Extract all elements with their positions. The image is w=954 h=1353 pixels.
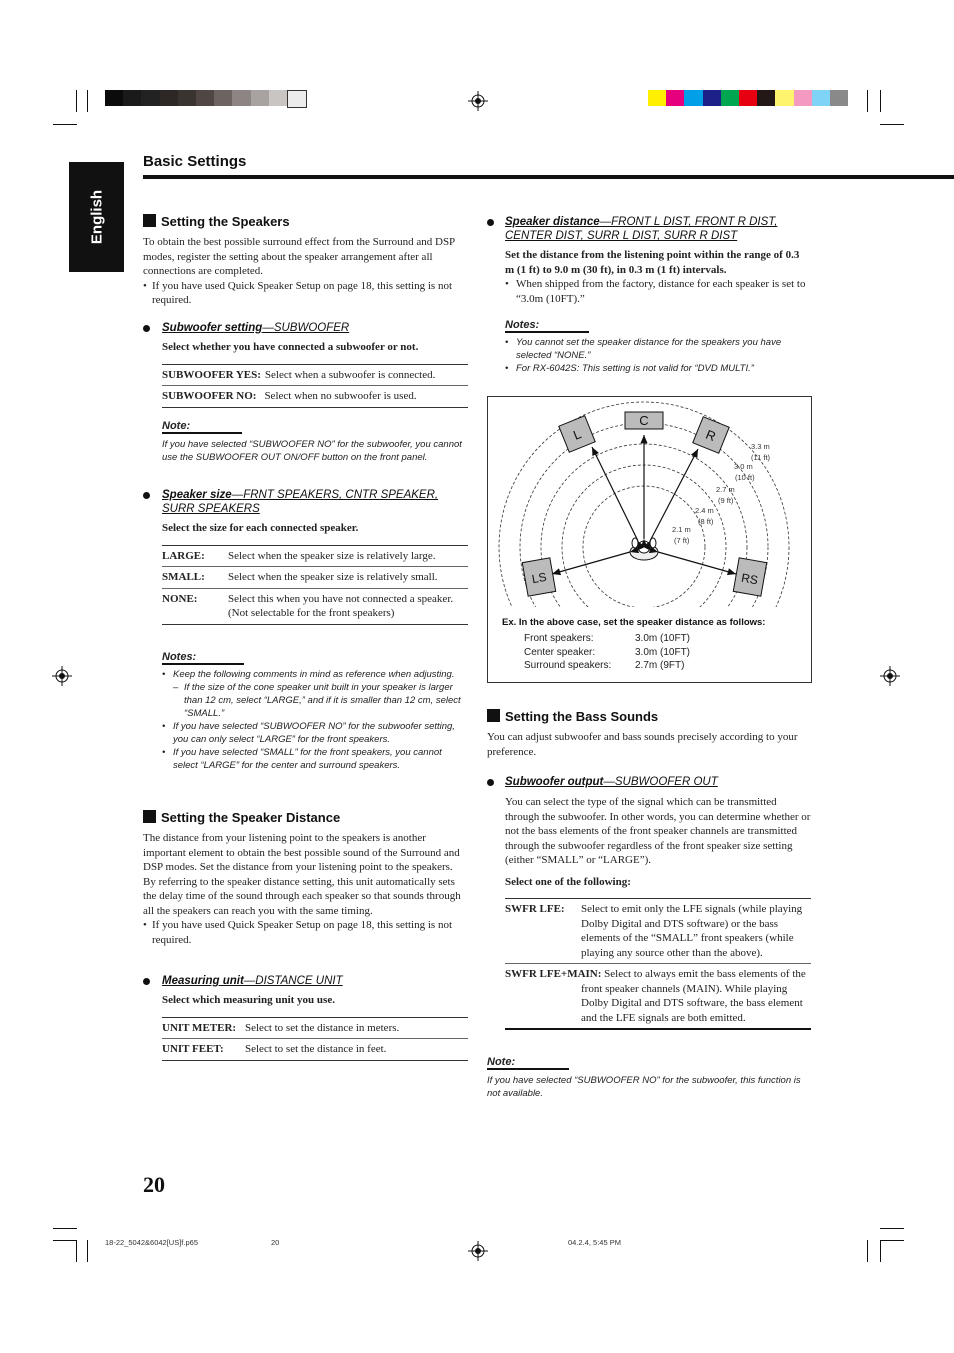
footer-file-page: 20 [271,1238,280,1247]
subwoofer-output [505,775,811,1030]
gray-swatch [251,90,269,106]
gray-swatch [141,90,159,106]
bullet-icon [143,492,150,499]
subwoofer-output-note [487,1052,811,1100]
color-swatch [684,90,702,106]
ring-label: 2.1 m [672,525,691,534]
ring-label: 3.3 m [751,442,770,451]
color-swatch [794,90,812,106]
speaker-label-l: L [571,426,584,443]
crop-mark [880,1240,881,1262]
language-tab [69,162,124,272]
gray-swatch [105,90,123,106]
bullet-icon [143,978,150,985]
crop-mark [867,90,868,112]
speaker-distance-bullet: • When shipped from the factory, distance for each speaker is set to “3.0m (10FT).” [505,278,806,305]
subwoofer-output-table [505,898,811,1030]
gray-swatch [269,90,287,106]
section-marker-icon [487,709,500,722]
color-swatch [739,90,757,106]
crop-mark [87,1240,88,1262]
table-row: SWFR LFE+MAIN: Select to always emit the bass elements of the front speaker channels (MAIN). While playing Dolby Digital and DTS software, the bass element and the LFE signals are both emitted. [505,963,811,1028]
distance-paragraph-1: The distance from your listening point to the speakers is another important element to obtain the best possible sound of the Surround and DSP modes. Set the distance from your listening point to the speakers. [143,832,460,873]
speaker-distance-heading: Speaker distance—FRONT L DIST, FRONT R DIST, CENTER DIST, SURR L DIST, SURR R DIST [505,216,778,242]
section-title-speakers: Setting the Speakers [143,214,468,229]
crop-mark [880,124,904,125]
subwoofer-setting [162,321,468,464]
gray-swatch [123,90,141,106]
speaker-left-surround [522,558,555,596]
crop-mark [53,124,77,125]
table-row: SWFR LFE: Select to emit only the LFE signals (while playing Dolby Digital and DTS software) or the bass elements of the “SMALL” front speakers (while playing any source other than the above). [505,903,803,959]
measuring-unit-heading: Measuring unit—DISTANCE UNIT [162,975,343,987]
speaker-distance-section [143,810,468,947]
speaker-distance-setting [505,215,811,375]
subwoofer-note-heading: Note: [162,420,242,434]
distance-bullet: • If you have used Quick Speaker Setup on page 18, this setting is not required. [143,919,453,946]
list-item: • You cannot set the speaker distance for the speakers you have selected “NONE.” [505,337,782,361]
bullet-icon [487,779,494,786]
speaker-label-r: R [703,426,718,445]
subwoofer-instruction: Select whether you have connected a subwoofer or not. [162,341,419,353]
speaker-size-instruction: Select the size for each connected speaker. [162,522,359,534]
ring-label: (8 ft) [698,517,714,526]
section-title-bass: Setting the Bass Sounds [487,709,811,724]
list-item: Surround speakers: 2.7m (9FT) [524,660,685,671]
bass-intro: You can adjust subwoofer and bass sounds precisely according to your preference. [487,731,798,758]
crop-mark [53,1228,77,1229]
ring-label: 2.4 m [695,506,714,515]
example-values [524,632,690,673]
registration-mark-icon [880,666,900,686]
color-swatch [775,90,793,106]
color-swatch [666,90,684,106]
color-swatch [721,90,739,106]
table-row: SMALL: Select when the speaker size is relatively small. [162,566,468,588]
gray-swatch [232,90,250,106]
speaker-label-ls: LS [530,569,548,587]
speaker-size-notes-heading: Notes: [162,651,244,665]
section-marker-icon [143,214,156,227]
crop-mark [53,1240,77,1241]
example-title: Ex. In the above case, set the speaker distance as follows: [502,617,766,628]
crop-mark [867,1240,868,1262]
color-swatch [703,90,721,106]
ring-label: 3.0 m [734,462,753,471]
crop-mark [76,1240,77,1262]
section-title-distance: Setting the Speaker Distance [143,810,468,825]
list-item: • For RX-6042S: This setting is not valid for “DVD MULTI.” [505,363,754,374]
subwoofer-setting-heading: Subwoofer setting—SUBWOOFER [162,322,350,334]
bullet-icon [143,325,150,332]
subwoofer-options-table [162,364,468,408]
table-row: NONE: Select this when you have not connected a speaker. (Not selectable for the front speakers) [162,588,468,624]
speakers-intro: To obtain the best possible surround effect from the Surround and DSP modes, register the setting about the speaker arrangement after all connections are completed. [143,236,455,277]
gray-swatch [160,90,178,106]
gray-swatch [178,90,196,106]
subwoofer-output-instruction: Select one of the following: [505,875,631,888]
list-item: Center speaker: 3.0m (10FT) [524,646,691,658]
speaker-right [693,417,729,453]
list-item: • Keep the following comments in mind as reference when adjusting. [162,668,455,680]
subwoofer-output-note-text: If you have selected “SUBWOOFER NO” for the subwoofer, this function is not available. [487,1075,801,1099]
list-item: • If you have selected “SUBWOOFER NO” for the subwoofer setting, you can only select “LARGE” for the front speakers. [162,720,455,745]
measuring-unit-instruction: Select which measuring unit you use. [162,994,335,1006]
speaker-size-notes [162,668,468,772]
table-row: LARGE: Select when the speaker size is relatively large. [162,549,436,562]
language-tab-label: English [88,189,106,245]
speaker-distance-notes-heading: Notes: [505,319,589,333]
page-number: 20 [143,1172,165,1197]
speaker-label-rs: RS [740,570,760,588]
bass-section [487,709,811,759]
list-item: Front speakers: 3.0m (10FT) [524,633,691,644]
section-marker-icon [143,810,156,823]
speaker-center [625,412,663,429]
speaker-distance-instruction: Set the distance from the listening point within the range of 0.3 m (1 ft) to 9.0 m (30 ft), in 0.3 m (1 ft) intervals. [505,249,800,276]
list-item: • If you have selected “SMALL” for the front speakers, you cannot select “LARGE” for the center and surround speakers. [162,746,442,771]
color-swatch [830,90,848,106]
distance-paragraph-2: By referring to the speaker distance setting, this unit automatically sets the delay time of the sound through each speaker so that sounds through all the speakers can reach you with the same timing. [143,875,461,917]
gray-swatch [196,90,214,106]
color-swatch [648,90,666,106]
subwoofer-output-heading: Subwoofer output—SUBWOOFER OUT [505,776,718,788]
ring-label: 2.7 m [716,485,735,494]
subwoofer-note-text: If you have selected “SUBWOOFER NO” for the subwoofer, you cannot use the SUBWOOFER OUT ON/OFF button on the front panel. [162,438,462,463]
crop-mark [880,1228,904,1229]
left-column [143,214,468,308]
speaker-distance-notes [505,336,811,375]
table-row: SUBWOOFER YES: Select when a subwoofer is connected. [162,368,436,381]
footer-file-name: 18-22_5042&6042[US]f.p65 [105,1238,198,1247]
registration-mark-icon [468,91,488,111]
speaker-right-surround [733,558,766,596]
crop-mark [880,90,881,112]
registration-mark-icon [468,1241,488,1261]
measuring-unit-table [162,1017,468,1061]
speaker-left [559,416,595,452]
color-swatch [812,90,830,106]
crop-mark [880,1240,904,1241]
gray-swatch [287,90,307,108]
ring-labels [672,442,771,545]
table-row: UNIT METER: Select to set the distance in meters. [162,1021,400,1034]
measuring-unit [162,974,468,1061]
header-rule [143,175,954,179]
speaker-size [162,488,468,772]
speaker-size-table [162,545,468,625]
subwoofer-output-text: You can select the type of the signal which can be transmitted through the subwoofer. In other words, you can determine whether or not the bass elements of the front speaker channels are transmitted through the subwoofer regardless of the front speaker size setting (either “SMALL” or “LARGE”). [505,796,811,866]
crop-mark [87,90,88,112]
speaker-distance-figure [488,397,811,607]
registration-mark-icon [52,666,72,686]
subwoofer-output-note-heading: Note: [487,1056,569,1070]
bullet-icon [487,219,494,226]
listener-icon [630,538,658,560]
page-title: Basic Settings [143,153,247,170]
speaker-layout-diagram [487,396,812,683]
crop-mark [76,90,77,112]
ring-label: (7 ft) [674,536,690,545]
table-row: UNIT FEET: Select to set the distance in feet. [162,1038,468,1060]
speaker-size-heading: Speaker size—FRNT SPEAKERS, CNTR SPEAKER, SURR SPEAKERS [162,489,439,515]
ring-label: (9 ft) [718,496,734,505]
list-item: – If the size of the cone speaker unit built in your speaker is larger than 12 cm, select “LARGE,” and if it is smaller than 12 cm, select “SMALL.” [173,681,461,719]
ring-label: (10 ft) [735,473,755,482]
color-swatch [757,90,775,106]
ring-label: (11 ft) [751,453,771,462]
gray-swatch [214,90,232,106]
speaker-label-c: C [639,413,649,428]
speakers-intro-bullet: • If you have used Quick Speaker Setup on page 18, this setting is not required. [143,279,453,306]
table-row: SUBWOOFER NO: Select when no subwoofer is used. [162,385,468,407]
footer-timestamp: 04.2.4, 5:45 PM [568,1238,621,1247]
